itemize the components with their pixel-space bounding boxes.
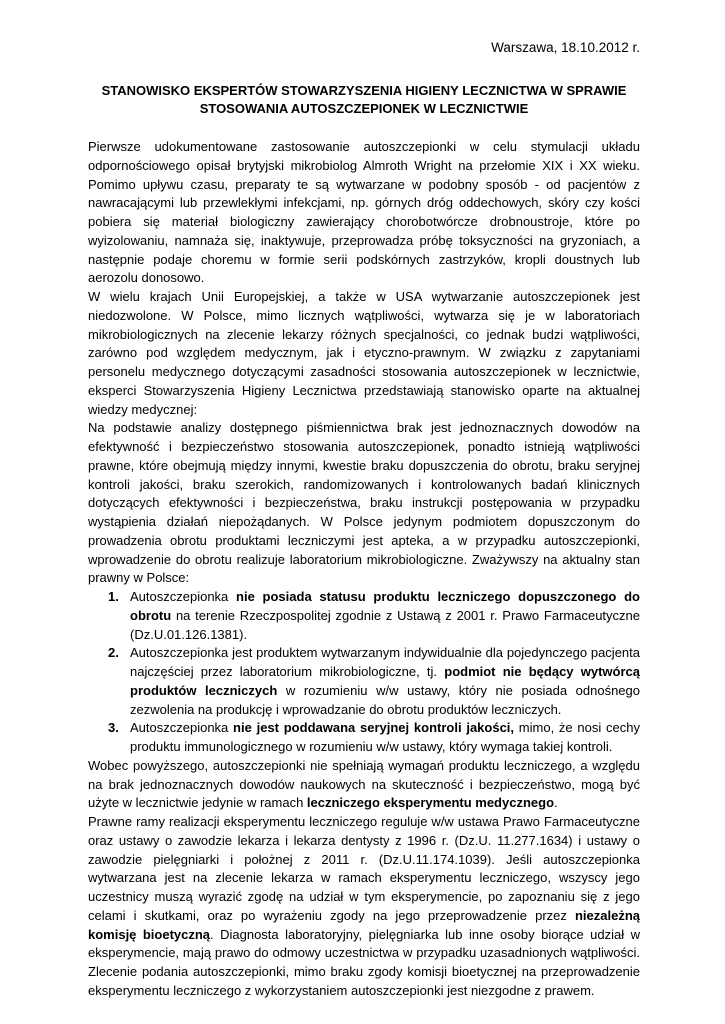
paragraph-text: .: [554, 795, 558, 811]
list-bold-text: podmiot nie będący wytwórcą produktów leczniczych: [130, 664, 640, 698]
list-bold-text: nie jest poddawana seryjnej kontroli jakości,: [233, 720, 515, 736]
paragraph-text: Wobec powyższego, autoszczepionki nie spełniają wymagań produktu leczniczego, a względu na brak jednoznacznych dowodów naukowych na skuteczność i bezpieczeństwo, mogą być użyte w lecznictwie jedynie w ramach: [88, 757, 640, 811]
list-number: 3.: [108, 720, 119, 736]
list-bold-text: nie posiada statusu produktu leczniczego dopuszczonego do obrotu: [130, 589, 640, 623]
list-text: w rozumieniu w/w ustawy, który nie posiada odnośnego zezwolenia na produkcję i wprowadzanie do obrotu produktów leczniczych.: [130, 682, 640, 717]
list-item: [88, 719, 640, 757]
numbered-list: [88, 588, 640, 757]
list-item: [88, 644, 640, 719]
paragraph-text: . Diagnosta laboratoryjny, pielęgniarka lub inne osoby biorące udział w eksperymencie, mają prawo do odmowy uczestnictwa w przypadku uzasadnionych wątpliwości. Zlecenie podania autoszczepionki, mimo braku zgody komisji bioetycznej na przeprowadzenie eksperymentu leczniczego z wykorzystaniem autoszczepionki jest niezgodne z prawem.: [88, 926, 640, 998]
list-number: 2.: [108, 645, 119, 661]
list-number: 1.: [108, 589, 119, 604]
list-text: na terenie Rzeczpospolitej zgodnie z Ustawą z 2001 r. Prawo Farmaceutyczne (Dz.U.01.126.1381).: [130, 607, 640, 642]
paragraph-bold-text: leczniczego eksperymentu medycznego: [306, 795, 555, 811]
title-line-2: STOSOWANIA AUTOSZCZEPIONEK W LECZNICTWIE: [199, 101, 529, 116]
document-date: Warszawa, 18.10.2012 r.: [491, 40, 640, 55]
list-item: [88, 588, 640, 644]
list-text: Autoszczepionka jest produktem wytwarzanym indywidualnie dla pojedynczego pacjenta najczęściej przez laboratorium mikrobiologiczne, tj.: [130, 645, 640, 679]
paragraph-3: Na podstawie analizy dostępnego piśmiennictwa brak jest jednoznacznych dowodów na efektywność i bezpieczeństwo stosowania autoszczepionek, ponadto istnieją wątpliwości prawne, które obejmują między innymi, kwestie braku dopuszczenia do obrotu, braku seryjnej kontroli jakości, braku szerokich, randomizowanych i kontrolowanych badań klinicznych dotyczących efektywności i bezpieczeństwa, braku instrukcji postępowania w przypadku wystąpienia działań niepożądanych. W Polsce jedynym podmiotem dopuszczonym do prowadzenia obrotu produktami leczniczymi jest apteka, a w przypadku autoszczepionki, wprowadzenie do obrotu realizuje laboratorium mikrobiologiczne. Zważywszy na aktualny stan prawny w Polsce:: [88, 420, 640, 586]
paragraph-text: Prawne ramy realizacji eksperymentu leczniczego reguluje w/w ustawa Prawo Farmaceutyczne oraz ustawy o zawodzie lekarza i lekarza dentysty z 1996 r. (Dz.U. 11.277.1634) i ustawy o zawodzie pielęgniarki i położnej z 2011 r. (Dz.U.11.174.1039). Jeśli autoszczepionka wytwarzana jest na zlecenie lekarza w ramach eksperymentu leczniczego, wszyscy jego uczestnicy muszą wyrazić zgodę na udział w tym eksperymencie, po zapoznaniu się z jego celami i skutkami, oraz po wyrażeniu zgody na jego przeprowadzenie przez: [88, 814, 640, 923]
paragraph-5: [88, 813, 640, 1001]
title-line-1: STANOWISKO EKSPERTÓW STOWARZYSZENIA HIGIENY LECZNICTWA W SPRAWIE: [101, 83, 627, 98]
paragraph-2: W wielu krajach Unii Europejskiej, a także w USA wytwarzanie autoszczepionek jest niedozwolone. W Polsce, mimo licznych wątpliwości, wytwarza się je w laboratoriach mikrobiologicznych na zlecenie lekarzy różnych specjalności, co jednak budzi wątpliwości, zarówno pod względem medycznym, jak i etyczno-prawnym. W związku z zapytaniami personelu medycznego dotyczącymi zasadności stosowania autoszczepionek w lecznictwie, eksperci Stowarzyszenia Higieny Lecznictwa przedstawiają stanowisko oparte na aktualnej wiedzy medycznej:: [88, 289, 640, 417]
list-text: Autoszczepionka: [130, 720, 234, 736]
document-title: [88, 82, 640, 118]
paragraph-4: [88, 757, 640, 813]
paragraph-bold-text: niezależną komisję bioetyczną: [88, 907, 640, 942]
paragraph-1: Pierwsze udokumentowane zastosowanie autoszczepionki w celu stymulacji układu odpornościowego opisał brytyjski mikrobiolog Almroth Wright na przełomie XIX i XX wieku. Pomimo upływu czasu, preparaty te są wytwarzane w podobny sposób - od pacjentów z nawracającymi lub przewlekłymi infekcjami, np. górnych dróg oddechowych, skóry czy kości pobiera się materiał biologiczny zawierający chorobotwórcze drobnoustroje, które po wyizolowaniu, namnaża się, inaktywuje, przeprowadza próbę toksyczności na gryzoniach, a następnie podaje choremu w formie serii podskórnych zastrzyków, kropli doustnych lub aerozolu donosowo.: [88, 139, 640, 286]
document-body: [88, 138, 640, 1001]
list-text: mimo, że nosi cechy produktu immunologicznego w rozumieniu w/w ustawy, który wymaga takiej kontroli.: [130, 720, 640, 754]
list-text: Autoszczepionka: [130, 589, 237, 604]
